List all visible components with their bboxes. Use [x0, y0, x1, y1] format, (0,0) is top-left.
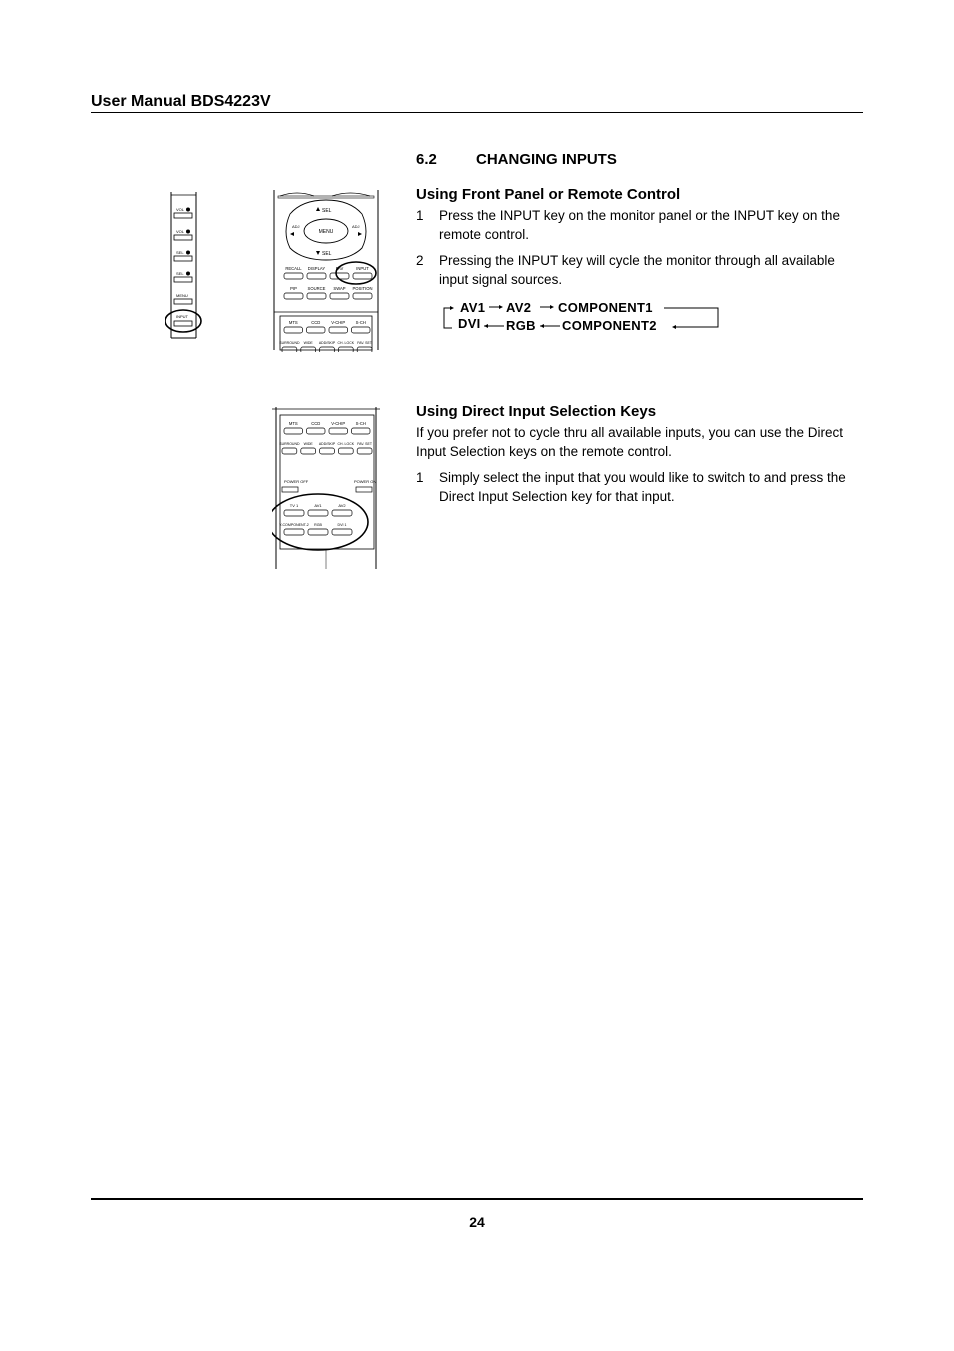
remote-key-label: FAV. SET — [357, 341, 372, 345]
section-title: CHANGING INPUTS — [476, 151, 617, 168]
remote-key — [307, 273, 326, 279]
remote-key-label: POSITION — [352, 286, 373, 291]
remote-key — [307, 428, 326, 434]
remote-key-label: WIDE — [303, 341, 313, 345]
remote-key-label: DISPLAY — [307, 266, 326, 271]
remote-key-label: ADD/SKIP — [318, 442, 336, 446]
remote-top-illustration — [272, 188, 384, 352]
remote-key-label: TV 1 — [289, 503, 299, 508]
power-on-label: POWER ON — [354, 479, 377, 484]
cycle-node-component2: COMPONENT2 — [562, 318, 657, 333]
remote-key — [284, 428, 303, 434]
remote-key-label: INPUT — [356, 266, 369, 271]
remote-key — [301, 448, 316, 454]
remote-key-label: ADD/SKIP — [318, 341, 336, 345]
remote-key-label: RECALL — [285, 266, 302, 271]
header-divider — [91, 112, 863, 113]
remote-key-label: FAV. SET — [357, 442, 372, 446]
remote-key — [329, 428, 348, 434]
remote-key — [338, 448, 353, 454]
panel-input-key — [174, 314, 192, 326]
remote-key-label: MTS — [288, 320, 298, 325]
remote-power-off-key — [282, 479, 309, 492]
remote-key — [282, 347, 297, 352]
step-number: 1 — [416, 208, 424, 223]
remote-sel-down-label: SEL — [322, 251, 332, 257]
remote-key-label: WIDE — [303, 442, 313, 446]
cycle-node-av2: AV2 — [506, 300, 532, 315]
remote-key — [352, 428, 371, 434]
remote-key-label: V-CHIP — [331, 320, 346, 325]
remote-key-label: SURROUND — [279, 442, 300, 446]
remote-key — [353, 273, 372, 279]
remote-key — [284, 293, 303, 299]
remote-key — [330, 273, 349, 279]
remote-key-label: AV1 — [314, 503, 322, 508]
remote-key — [352, 327, 371, 333]
remote-key-label: PIP — [290, 286, 297, 291]
remote-key-label: MTS — [288, 421, 298, 426]
remote-key — [357, 448, 372, 454]
remote-key — [284, 273, 303, 279]
remote-key — [330, 293, 349, 299]
remote-key — [332, 529, 352, 535]
direct-input-intro: If you prefer not to cycle thru all available inputs, you can use the Direct Input Selection keys on the remote control. — [416, 425, 843, 459]
step-number: 2 — [416, 253, 424, 268]
remote-adj-left-label: ADJ — [292, 224, 300, 229]
page-number: 24 — [469, 1214, 485, 1230]
direct-input-heading: Using Direct Input Selection Keys — [416, 403, 657, 420]
remote-key — [320, 347, 335, 352]
section-number: 6.2 — [416, 151, 437, 168]
remote-key — [307, 293, 326, 299]
panel-vol-up-key — [174, 207, 192, 218]
remote-key — [307, 327, 326, 333]
remote-key-label: S-CH — [355, 320, 366, 325]
remote-key-label: CCD — [311, 320, 321, 325]
remote-key — [308, 510, 328, 516]
panel-menu-key — [174, 293, 192, 304]
cycle-node-component1: COMPONENT1 — [558, 300, 653, 315]
step-text: Simply select the input that you would like to switch to and press the Direct Input Selection key for that input. — [439, 470, 846, 504]
remote-key-label: CH. LOCK — [337, 341, 355, 345]
remote-bottom-illustration — [272, 405, 384, 571]
remote-key-label: AV2 — [338, 503, 346, 508]
panel-label-sel-down: SEL — [176, 271, 184, 276]
power-off-label: POWER OFF — [284, 479, 309, 484]
front-panel-step-1 — [416, 206, 864, 244]
panel-label-vol-up: VOL — [176, 207, 185, 212]
remote-key-label: SURROUND — [279, 341, 300, 345]
panel-sel-up-key — [174, 250, 192, 261]
remote-menu-label: MENU — [318, 229, 334, 235]
panel-label-menu: MENU — [176, 293, 188, 298]
remote-key — [357, 347, 372, 352]
remote-key — [284, 510, 304, 516]
remote-key-label: S-CH — [355, 421, 366, 426]
remote-adj-right-label: ADJ — [352, 224, 360, 229]
remote-key — [282, 448, 297, 454]
remote-key — [353, 293, 372, 299]
remote-key-label: RGB — [314, 523, 322, 527]
remote-power-on-key — [354, 479, 376, 492]
panel-label-vol-down: VOL — [176, 229, 185, 234]
header-title: User Manual BDS4223V — [91, 93, 271, 110]
remote-key-label: SWAP — [333, 286, 346, 291]
front-panel-step-2 — [416, 251, 864, 289]
panel-label-sel-up: SEL — [176, 250, 184, 255]
remote-key-label: Y-COMPONENT-2 — [279, 523, 309, 527]
remote-key — [308, 529, 328, 535]
step-number: 1 — [416, 470, 424, 485]
remote-key-label: CH. LOCK — [337, 442, 355, 446]
step-text: Press the INPUT key on the monitor panel or the INPUT key on the remote control. — [439, 208, 840, 242]
remote-key — [284, 529, 304, 535]
cycle-node-av1: AV1 — [460, 300, 486, 315]
remote-key — [338, 347, 353, 352]
remote-key-label: FAV — [335, 266, 344, 271]
remote-key — [284, 327, 303, 333]
step-text: Pressing the INPUT key will cycle the monitor through all available input signal sources. — [439, 253, 835, 287]
remote-key — [332, 510, 352, 516]
remote-key-label: V-CHIP — [331, 421, 346, 426]
input-cycle-diagram — [440, 298, 725, 336]
remote-key-label: CCD — [311, 421, 321, 426]
cycle-node-rgb: RGB — [506, 318, 536, 333]
panel-label-input: INPUT — [176, 314, 188, 319]
remote-key-label: SOURCE — [307, 286, 326, 291]
footer-divider — [91, 1198, 863, 1200]
remote-key — [329, 327, 348, 333]
remote-key-label: DVI 1 — [337, 523, 347, 527]
remote-sel-up-label: SEL — [322, 208, 332, 214]
front-panel-heading: Using Front Panel or Remote Control — [416, 186, 681, 203]
panel-vol-down-key — [174, 229, 192, 240]
cycle-node-dvi: DVI — [458, 316, 481, 331]
panel-sel-down-key — [174, 271, 192, 282]
remote-key — [320, 448, 335, 454]
direct-input-step-1 — [416, 468, 864, 506]
remote-key — [301, 347, 316, 352]
front-panel-illustration — [165, 190, 207, 342]
